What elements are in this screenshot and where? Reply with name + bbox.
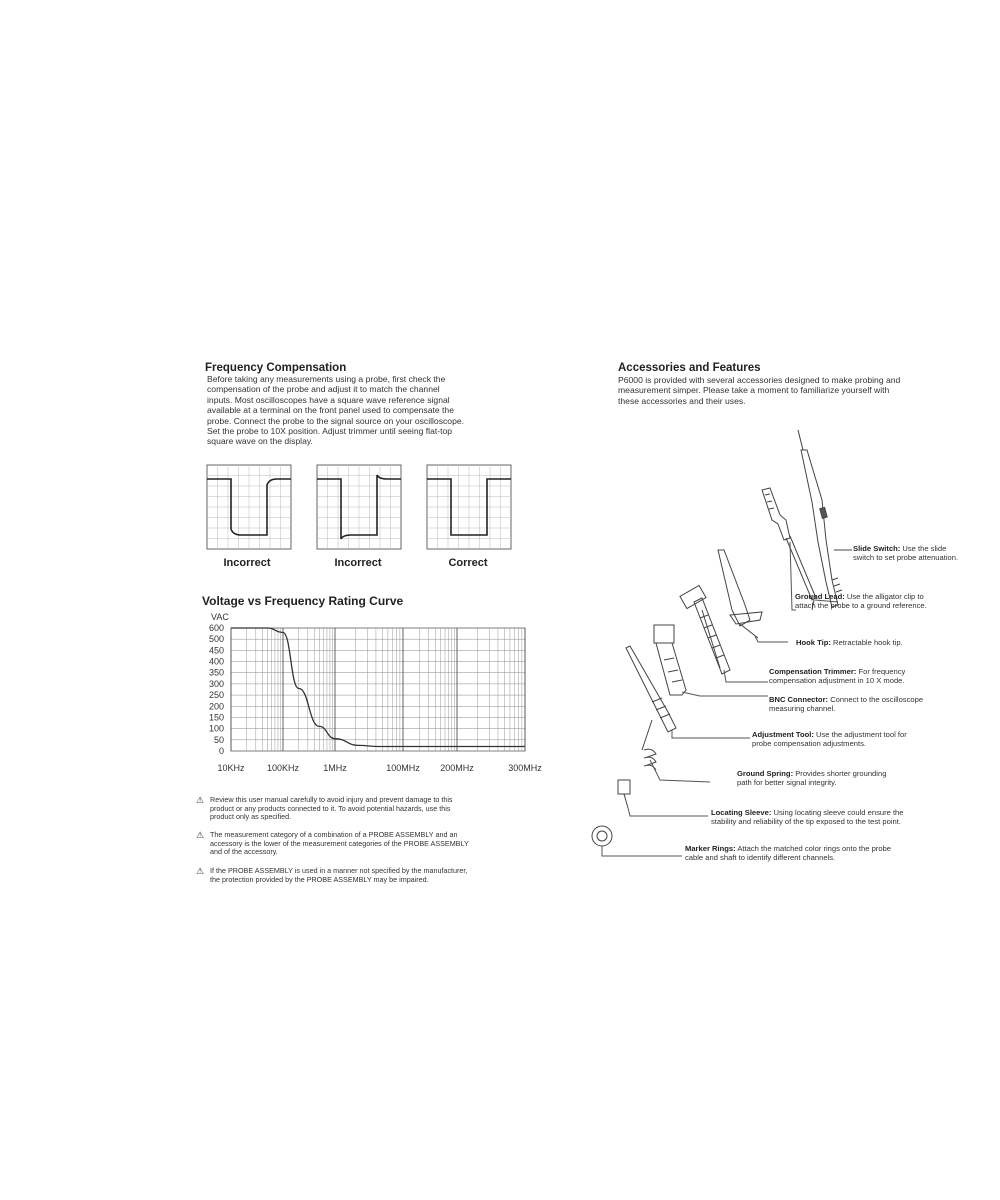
paragraph-line: Set the probe to 10X position. Adjust trimmer until seeing flat-top <box>207 426 453 437</box>
y-tick-label: 350 <box>208 667 224 678</box>
callout-text: path for better signal integrity. <box>737 778 837 788</box>
frequency-compensation-title: Frequency Compensation <box>205 362 347 374</box>
callout-adjustment-tool <box>752 730 907 748</box>
hook-tip-icon <box>718 550 762 638</box>
warning-icon: ⚠ <box>196 830 205 840</box>
bnc-connector-icon <box>680 585 730 674</box>
callout-text: For frequency <box>858 667 906 676</box>
locating-sleeve-icon <box>618 780 630 808</box>
callout-text: Use the adjustment tool for <box>816 730 907 739</box>
callout-name: Marker Rings: <box>685 844 736 853</box>
callout-name: Compensation Trimmer: <box>769 667 857 676</box>
paragraph-line: square wave on the display. <box>207 436 313 447</box>
y-tick-label: 600 <box>208 623 224 633</box>
callout-text: Connect to the oscilloscope <box>830 695 924 704</box>
callout-text: Attach the matched color rings onto the probe <box>737 844 891 853</box>
callout-ground-lead <box>795 592 927 610</box>
callout-name: Ground Spring: <box>737 769 794 778</box>
waveform-incorrect-undercompensated <box>317 465 401 549</box>
callout-slide-switch <box>853 544 958 562</box>
accessories-text <box>618 375 900 406</box>
x-tick-labels <box>217 763 542 773</box>
warning-3 <box>196 867 467 884</box>
paragraph-line: P6000 is provided with several accessories designed to make probing and <box>618 375 901 385</box>
callout-text: Using locating sleeve could ensure the <box>773 808 904 817</box>
y-tick-label: 150 <box>208 712 224 723</box>
callout-text: Use the alligator clip to <box>846 592 924 601</box>
callout-name: BNC Connector: <box>769 695 829 704</box>
warning-line: the protection provided by the PROBE ASSEMBLY may be impaired. <box>210 874 429 884</box>
callout-text: Provides shorter grounding <box>795 769 887 778</box>
chart-title: Voltage vs Frequency Rating Curve <box>202 594 404 608</box>
warning-1 <box>196 796 453 822</box>
y-axis-label: VAC <box>211 612 229 622</box>
waveform-grids <box>200 460 520 560</box>
paragraph-line: available at a terminal on the front panel used to compensate the <box>207 405 454 416</box>
warning-line: accessory is the lower of the measurement categories of the PROBE ASSEMBLY <box>210 838 469 848</box>
waveform-correct <box>427 465 511 549</box>
callout-locating-sleeve <box>711 808 904 826</box>
callout-text: attach the probe to a ground reference. <box>795 601 927 611</box>
y-tick-label: 400 <box>208 656 224 667</box>
callout-text: probe compensation adjustments. <box>752 739 866 749</box>
waveform-label: Incorrect <box>334 557 382 569</box>
warning-line: and of the accessory. <box>210 847 278 857</box>
callout-text: Retractable hook tip. <box>833 638 903 647</box>
paragraph-line: probe. Connect the probe to the signal source on your oscilloscope. <box>207 415 465 426</box>
callout-name: Adjustment Tool: <box>752 730 814 739</box>
warning-line: product only as specified. <box>210 812 292 822</box>
y-tick-label: 200 <box>208 701 224 712</box>
callout-text: switch to set probe attenuation. <box>853 553 959 563</box>
callout-compensation-trimmer <box>769 667 905 685</box>
y-tick-label: 300 <box>208 678 224 689</box>
warning-line: Review this user manual carefully to avoid injury and prevent damage to this <box>210 795 453 804</box>
accessories-title: Accessories and Features <box>618 362 761 374</box>
paragraph-line: measurement simper. Please take a moment to familiarize yourself with <box>618 385 890 396</box>
callout-name: Slide Switch: <box>853 544 901 553</box>
x-tick-label: 10KHz <box>217 763 245 773</box>
x-tick-label: 300MHz <box>508 763 542 773</box>
paragraph-line: inputs. Most oscilloscopes have a square wave reference signal <box>207 394 450 405</box>
warning-icon: ⚠ <box>196 795 205 805</box>
warning-line: If the PROBE ASSEMBLY is used in a manner not specified by the manufacturer, <box>210 866 468 875</box>
callout-text: compensation adjustment in 10 X mode. <box>769 676 905 686</box>
paragraph-line: these accessories and their uses. <box>618 395 746 406</box>
callout-hook-tip <box>796 638 903 647</box>
x-tick-label: 100MHz <box>386 763 420 773</box>
callout-ground-spring <box>737 769 886 787</box>
warning-icon: ⚠ <box>196 866 205 876</box>
paragraph-line: compensation of the probe and adjust it to match the channel <box>207 384 440 395</box>
warning-line: product or any products connected to it. To avoid potential hazards, use this <box>210 803 451 813</box>
frequency-compensation-text <box>207 374 464 447</box>
probe-slide-switch-icon <box>798 430 852 607</box>
voltage-frequency-chart <box>195 608 542 780</box>
x-tick-label: 200MHz <box>440 763 474 773</box>
callout-text: measuring channel. <box>769 704 836 714</box>
x-tick-label: 1MHz <box>323 763 347 773</box>
callout-marker-rings <box>685 844 891 862</box>
y-tick-label: 100 <box>208 723 224 734</box>
paragraph-line: Before taking any measurements using a probe, first check the <box>207 374 446 384</box>
waveform-incorrect-overcompensated <box>207 465 291 549</box>
y-tick-label: 250 <box>208 690 224 701</box>
y-tick-labels <box>209 623 224 756</box>
ground-spring-icon <box>642 720 656 770</box>
callout-text: cable and shaft to identify different channels. <box>685 853 836 863</box>
callout-name: Locating Sleeve: <box>711 808 772 817</box>
compensation-trimmer-icon <box>654 625 686 695</box>
callout-text: stability and reliability of the tip exposed to the test point. <box>711 817 901 827</box>
y-tick-label: 50 <box>213 734 224 745</box>
callout-name: Ground Lead: <box>795 592 845 601</box>
waveform-label: Correct <box>448 557 488 569</box>
y-tick-label: 0 <box>218 746 224 756</box>
y-tick-label: 500 <box>208 634 224 645</box>
warning-2 <box>196 831 469 857</box>
marker-ring-icon <box>592 826 612 846</box>
callout-name: Hook Tip: <box>796 638 831 647</box>
y-tick-label: 450 <box>208 645 224 656</box>
callout-bnc-connector <box>769 695 923 713</box>
chart-grid <box>231 628 525 751</box>
x-tick-label: 100KHz <box>266 763 300 773</box>
warning-line: The measurement category of a combination of a PROBE ASSEMBLY and an <box>210 830 458 839</box>
waveform-label: Incorrect <box>223 557 271 569</box>
callout-text: Use the slide <box>902 544 947 553</box>
